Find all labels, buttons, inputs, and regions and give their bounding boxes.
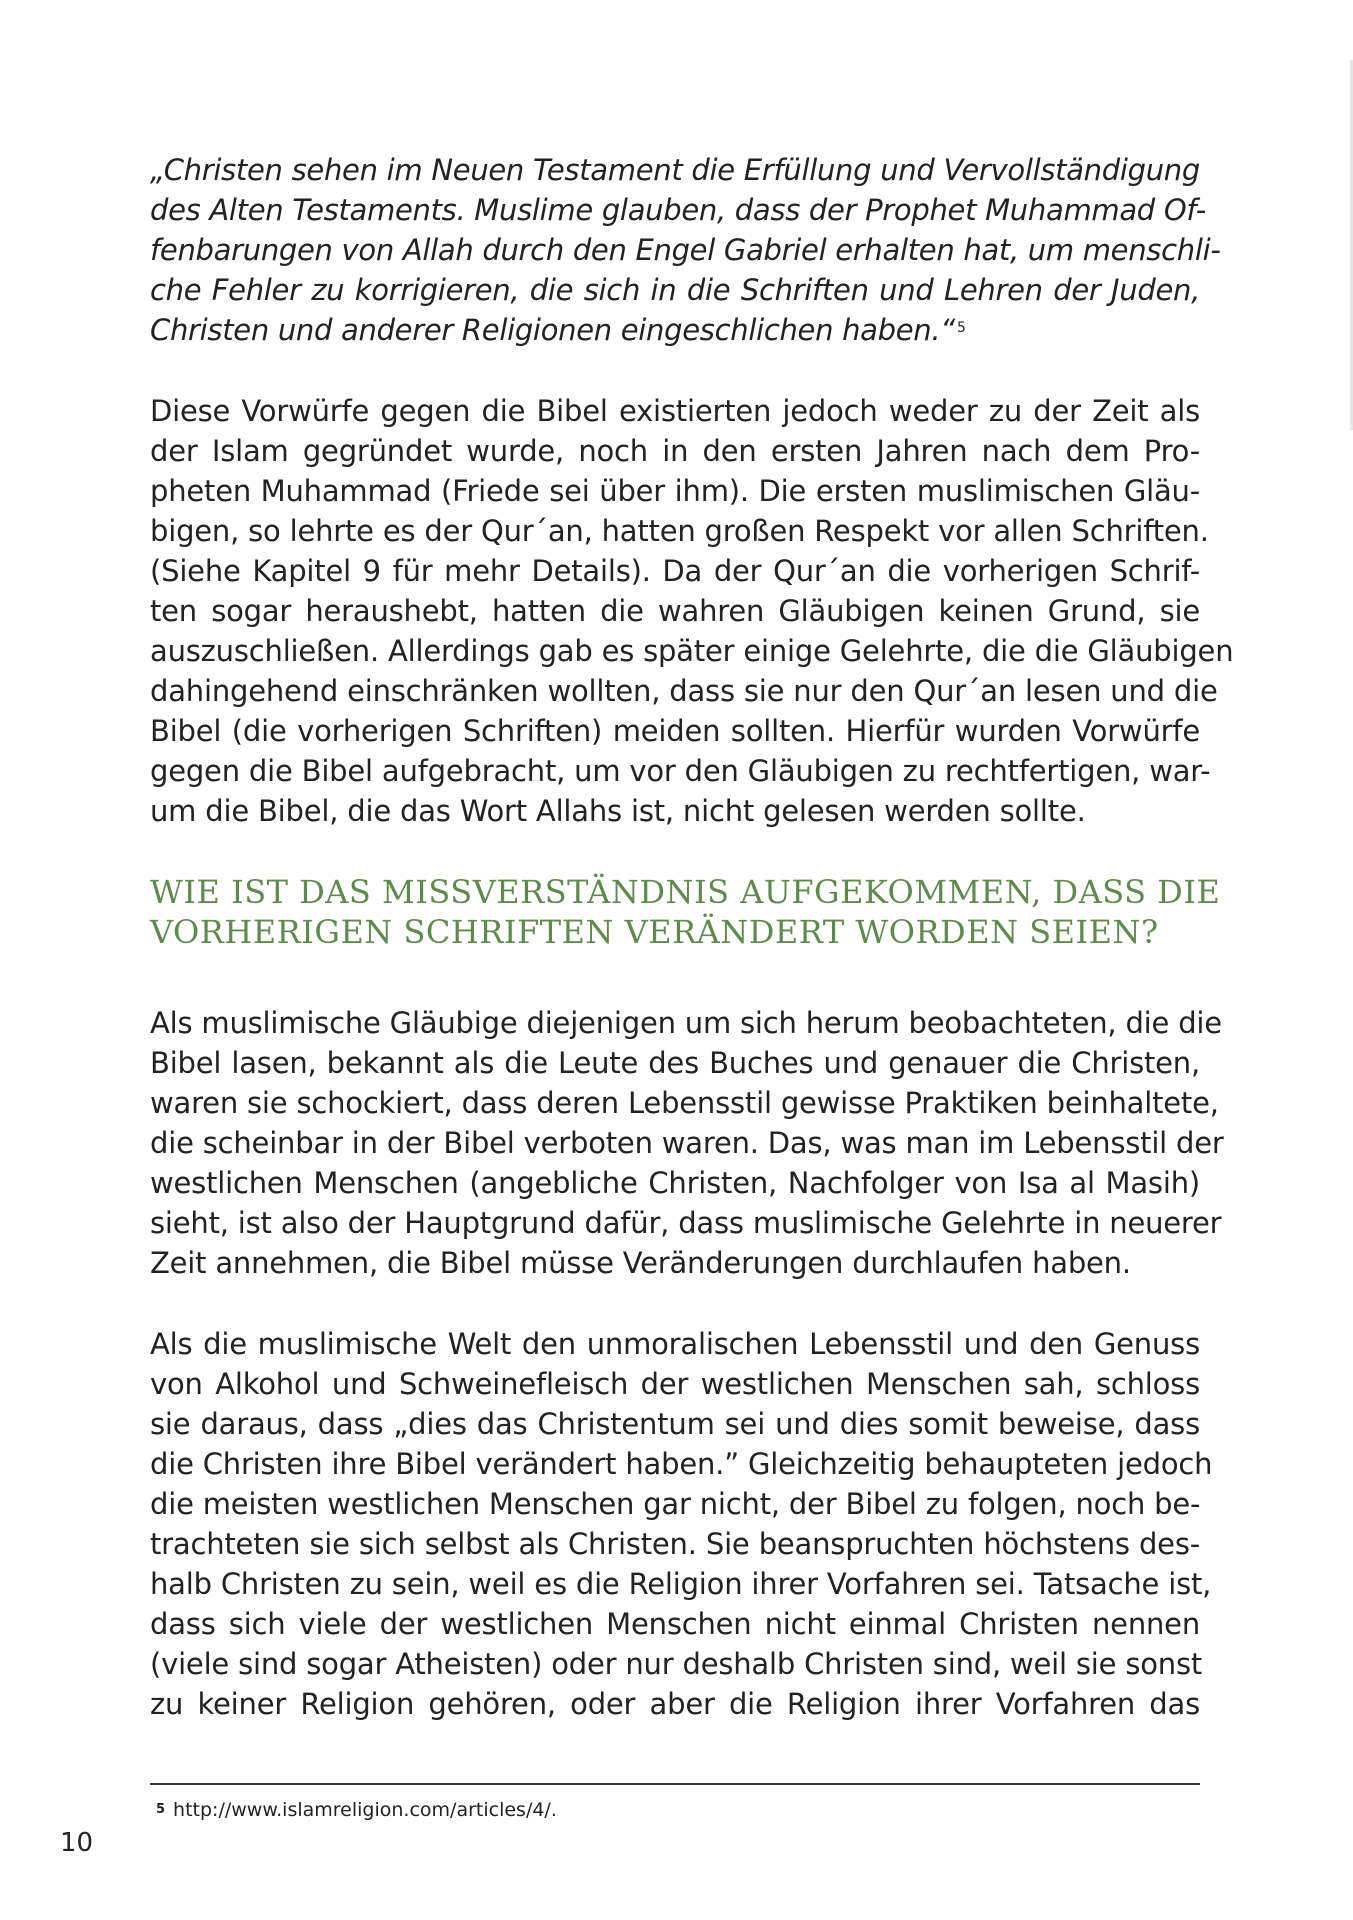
paragraph-line: Zeit annehmen, die Bibel müsse Veränderungen durchlaufen haben.: [150, 1246, 1131, 1280]
paragraph-line: sieht, ist also der Hauptgrund dafür, dass muslimische Gelehrte in neuerer: [150, 1206, 1222, 1240]
quote-block: [150, 150, 1221, 350]
paragraph-line: auszuschließen. Allerdings gab es später einige Gelehrte, die die Gläubigen: [150, 634, 1234, 668]
paragraph-line: Bibel (die vorherigen Schriften) meiden sollten. Hierfür wurden Vorwürfe: [150, 714, 1200, 748]
paragraph-line: pheten Muhammad (Friede sei über ihm). Die ersten muslimischen Gläu-: [150, 474, 1200, 508]
paragraph-line: (Siehe Kapitel 9 für mehr Details). Da der Qur´an die vorherigen Schrif-: [150, 554, 1200, 588]
paragraph-line: gegen die Bibel aufgebracht, um vor den Gläubigen zu rechtfertigen, war-: [150, 754, 1211, 788]
heading-line: WIE IST DAS MISSVERSTÄNDNIS AUFGEKOMMEN, DASS DIE: [150, 873, 1221, 911]
paragraph-line: der Islam gegründet wurde, noch in den ersten Jahren nach dem Pro-: [150, 434, 1200, 468]
paragraph-line: die scheinbar in der Bibel verboten waren. Das, was man im Lebensstil der: [150, 1126, 1224, 1160]
paragraph-line: Diese Vorwürfe gegen die Bibel existierten jedoch weder zu der Zeit als: [150, 394, 1200, 428]
quote-line-text: Christen und anderer Religionen eingeschlichen haben.“: [150, 313, 956, 347]
paragraph-2: [150, 1003, 1224, 1283]
paragraph-line: dass sich viele der westlichen Menschen nicht einmal Christen nennen: [150, 1607, 1200, 1641]
paragraph-line: Bibel lasen, bekannt als die Leute des Buches und genauer die Christen,: [150, 1046, 1200, 1080]
paragraph-1: [150, 391, 1234, 831]
page-number: 10: [60, 1828, 94, 1858]
paragraph-line: dahingehend einschränken wollten, dass sie nur den Qur´an lesen und die: [150, 674, 1218, 708]
paragraph-line: die meisten westlichen Menschen gar nicht, der Bibel zu folgen, noch be-: [150, 1487, 1201, 1521]
paragraph-line: die Christen ihre Bibel verändert haben.” Gleichzeitig behaupteten jedoch: [150, 1447, 1213, 1481]
paragraph-line: trachteten sie sich selbst als Christen. Sie beanspruchten höchstens des-: [150, 1527, 1200, 1561]
quote-line: che Fehler zu korrigieren, die sich in die Schriften und Lehren der Juden,: [150, 273, 1200, 307]
quote-last-line: [150, 310, 1200, 350]
quote-line: fenbarungen von Allah durch den Engel Gabriel erhalten hat, um menschli-: [150, 233, 1221, 267]
paragraph-line: halb Christen zu sein, weil es die Religion ihrer Vorfahren sei. Tatsache ist,: [150, 1567, 1212, 1601]
paragraph-line: zu keiner Religion gehören, oder aber die Religion ihrer Vorfahren das: [150, 1687, 1200, 1721]
paragraph-line: um die Bibel, die das Wort Allahs ist, nicht gelesen werden sollte.: [150, 794, 1086, 828]
paragraph-line: westlichen Menschen (angebliche Christen, Nachfolger von Isa al Masih): [150, 1166, 1200, 1200]
paragraph-line: ten sogar heraushebt, hatten die wahren Gläubigen keinen Grund, sie: [150, 594, 1200, 628]
footnote-number: 5: [156, 1802, 166, 1817]
quote-line: des Alten Testaments. Muslime glauben, dass der Prophet Muhammad Of-: [150, 193, 1206, 227]
paragraph-line: von Alkohol und Schweinefleisch der westlichen Menschen sah, schloss: [150, 1367, 1200, 1401]
quote-line: „Christen sehen im Neuen Testament die Erfüllung und Vervollständigung: [150, 153, 1200, 187]
footnote-reference: 5: [957, 320, 966, 336]
paragraph-3: [150, 1324, 1213, 1724]
footnote-divider: [150, 1783, 1200, 1785]
footnote: [156, 1796, 557, 1824]
paragraph-line: waren sie schockiert, dass deren Lebensstil gewisse Praktiken beinhaltete,: [150, 1086, 1219, 1120]
paragraph-line: (viele sind sogar Atheisten) oder nur deshalb Christen sind, weil sie sonst: [150, 1647, 1203, 1681]
heading-line: VORHERIGEN SCHRIFTEN VERÄNDERT WORDEN SEIEN?: [150, 913, 1159, 951]
paragraph-line: Als die muslimische Welt den unmoralischen Lebensstil und den Genuss: [150, 1327, 1200, 1361]
footnote-link[interactable]: http://www.islamreligion.com/articles/4/.: [173, 1799, 557, 1821]
paragraph-line: sie daraus, dass „dies das Christentum sei und dies somit beweise, dass: [150, 1407, 1200, 1441]
section-heading: [150, 872, 1221, 952]
paragraph-line: bigen, so lehrte es der Qur´an, hatten großen Respekt vor allen Schriften.: [150, 514, 1209, 548]
paragraph-line: Als muslimische Gläubige diejenigen um sich herum beobachteten, die die: [150, 1006, 1222, 1040]
